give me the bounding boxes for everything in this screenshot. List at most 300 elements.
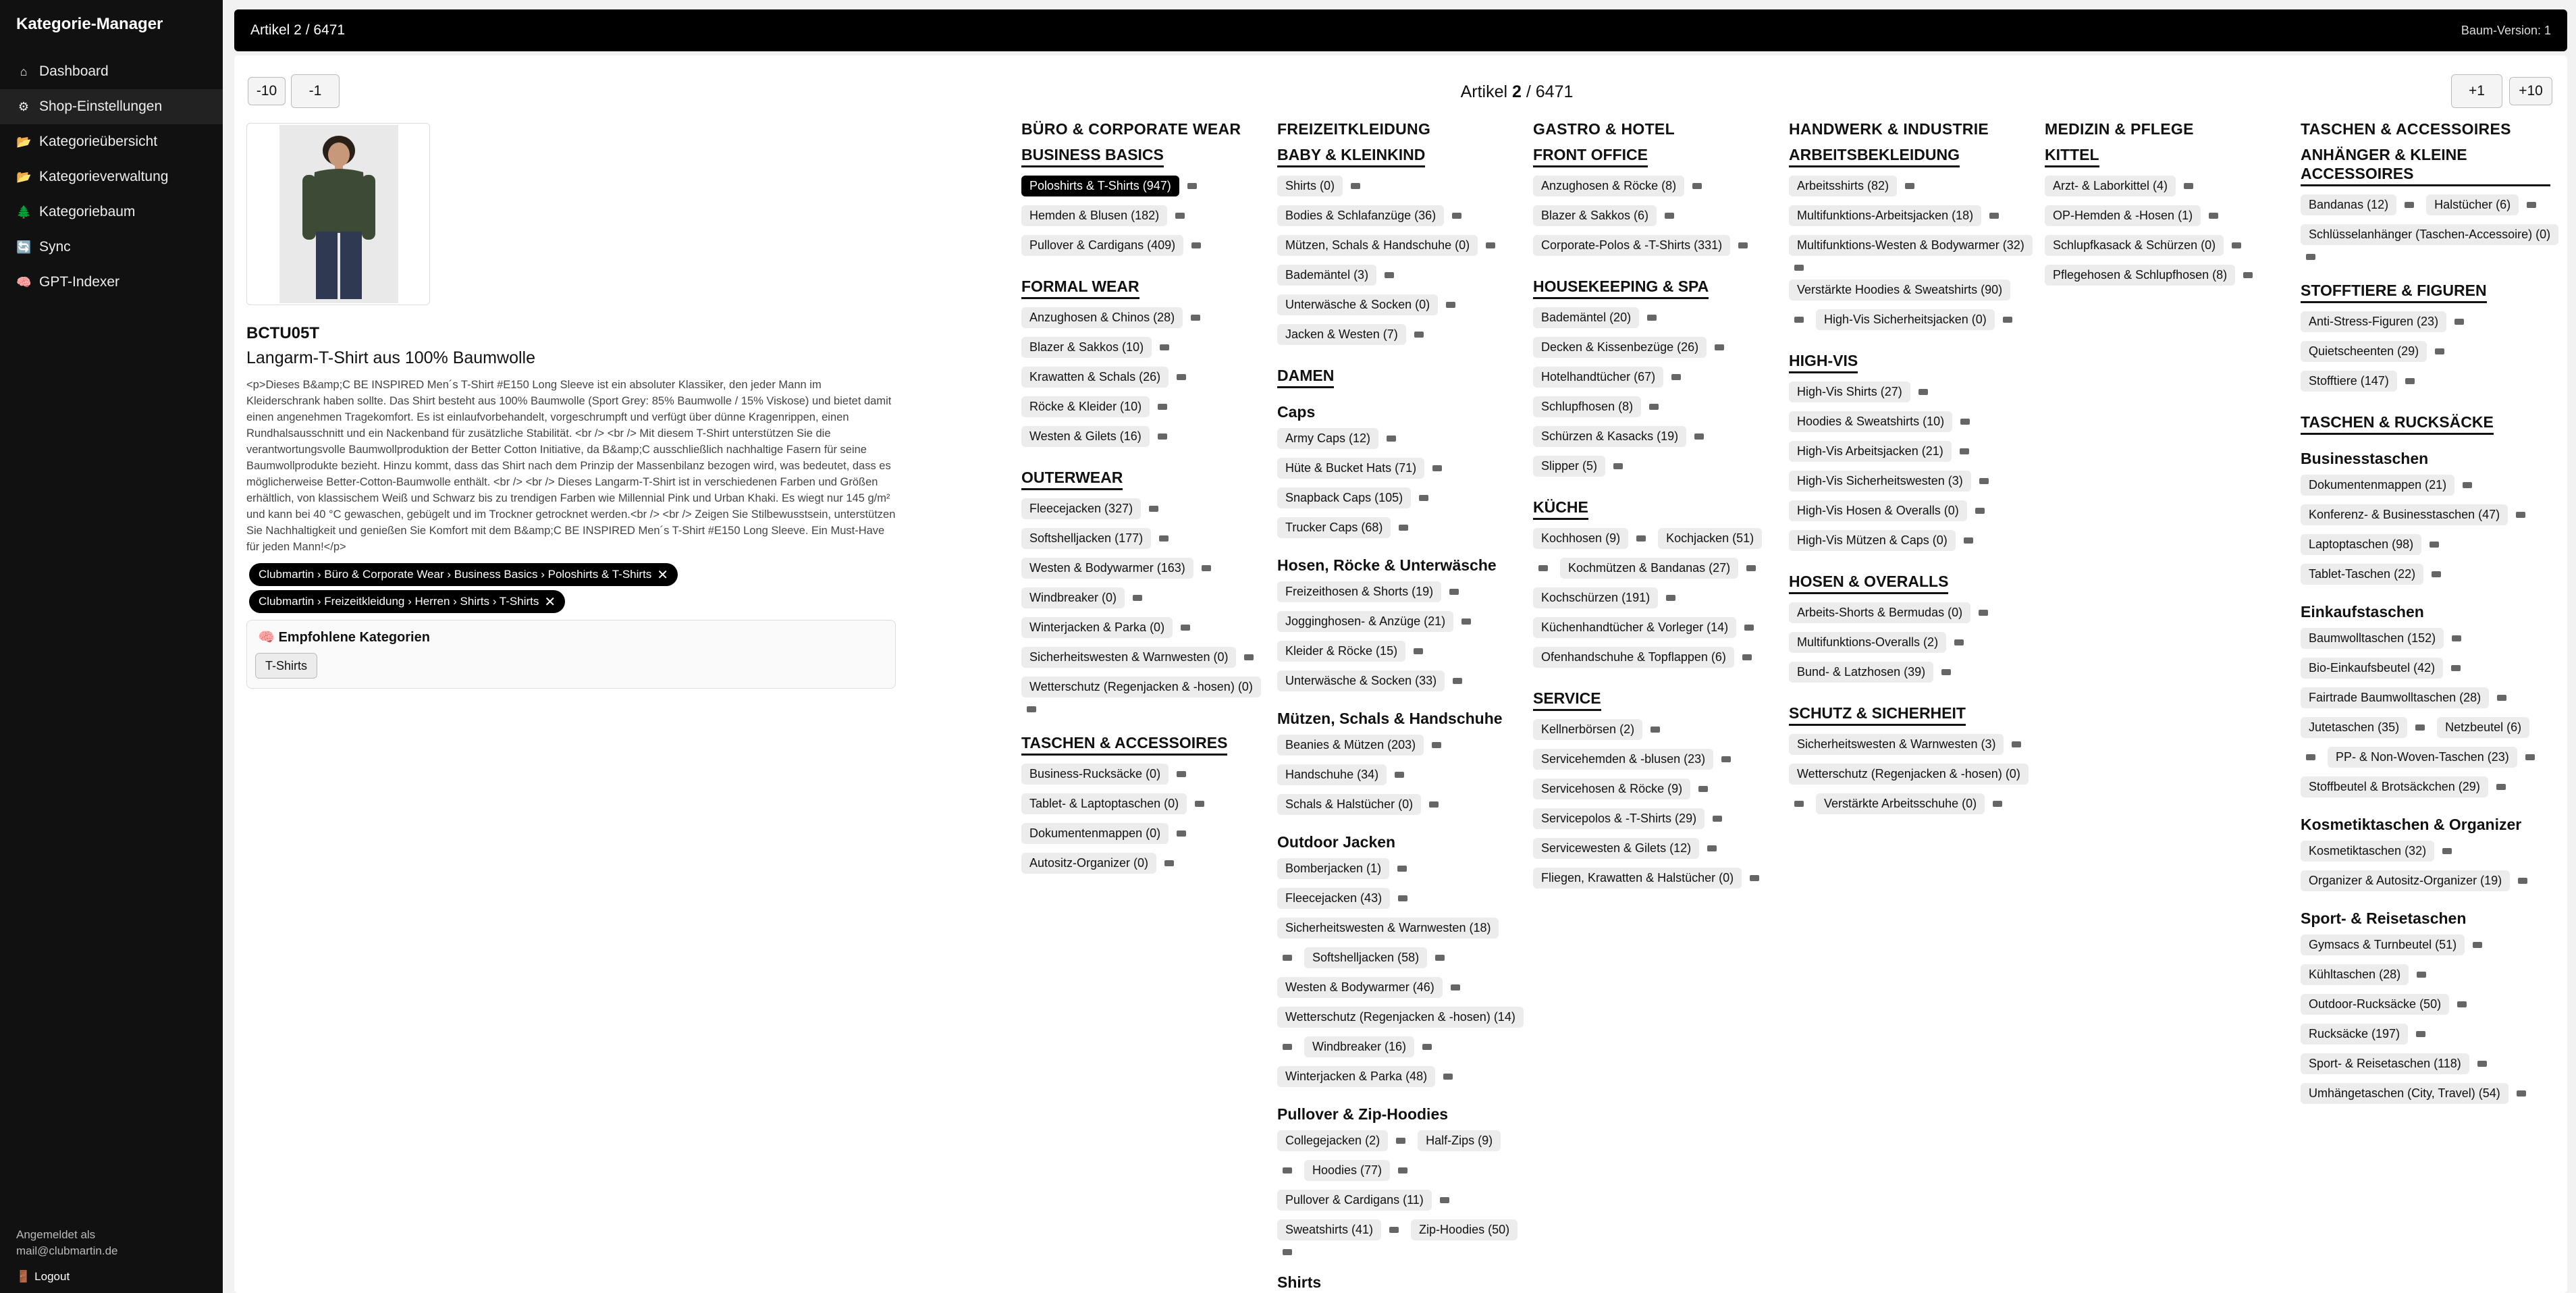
category-chip[interactable]: Freizeithosen & Shorts (19): [1277, 581, 1441, 602]
brain-icon: 🧠: [16, 275, 32, 289]
folder-icon[interactable]: [2405, 378, 2415, 384]
product-sku: BCTU05T: [246, 324, 320, 342]
sidebar-item-label: Kategoriebaum: [39, 204, 136, 219]
folder-icon[interactable]: [1964, 537, 1973, 544]
category-chip[interactable]: Tablet-Taschen (22): [2301, 564, 2423, 585]
category-chip[interactable]: Business-Rucksäcke (0): [1021, 764, 1169, 785]
category-chip[interactable]: Servicewesten & Gilets (12): [1533, 838, 1699, 859]
category-chip[interactable]: Bomberjacken (1): [1277, 858, 1389, 879]
category-chip[interactable]: Sicherheitswesten & Warnwesten (18): [1277, 918, 1499, 939]
category-chip[interactable]: Decken & Kissenbezüge (26): [1533, 337, 1707, 358]
category-chip[interactable]: Unterwäsche & Socken (33): [1277, 670, 1445, 691]
category-chip[interactable]: Arbeitsshirts (82): [1789, 176, 1897, 196]
folder-icon[interactable]: [2306, 254, 2315, 260]
category-chip[interactable]: Dokumentenmappen (21): [2301, 475, 2454, 496]
category-chip[interactable]: Trucker Caps (68): [1277, 517, 1391, 538]
folder-icon: 📂: [16, 169, 32, 184]
sidebar-item-label: Kategorieverwaltung: [39, 169, 169, 184]
folder-icon[interactable]: [1195, 801, 1204, 807]
sidebar-item-label: Shop-Einstellungen: [39, 99, 163, 114]
folder-icon[interactable]: [2184, 183, 2193, 189]
category-chip[interactable]: Hüte & Bucket Hats (71): [1277, 458, 1424, 479]
folder-icon[interactable]: [2451, 665, 2461, 671]
category-chip-list: [2301, 934, 2550, 1113]
category-chip[interactable]: Mützen, Schals & Handschuhe (0): [1277, 235, 1478, 256]
sidebar-nav: [0, 54, 223, 300]
category-chip-list: [1021, 498, 1271, 721]
folder-icon[interactable]: [1177, 374, 1186, 380]
category-chip[interactable]: Bodies & Schlafanzüge (36): [1277, 205, 1444, 226]
category-chip[interactable]: Verstärkte Arbeitsschuhe (0): [1816, 793, 1985, 814]
category-chip[interactable]: Baumwolltaschen (152): [2301, 628, 2444, 649]
folder-icon[interactable]: [1905, 183, 1914, 189]
sidebar-item[interactable]: [0, 54, 223, 89]
recommended-categories: [246, 620, 896, 689]
category-chip[interactable]: Sicherheitswesten & Warnwesten (3): [1789, 734, 2004, 755]
folder-icon[interactable]: [1191, 242, 1201, 248]
folder-icon[interactable]: [1177, 771, 1186, 777]
folder-icon[interactable]: [2496, 784, 2506, 790]
folder-icon[interactable]: [2435, 348, 2444, 354]
category-chip[interactable]: Collegejacken (2): [1277, 1130, 1388, 1151]
category-chip[interactable]: Multifunktions-Arbeitsjacken (18): [1789, 205, 1981, 226]
category-column: [1021, 120, 1271, 892]
sidebar-item-label: GPT-Indexer: [39, 274, 120, 290]
folder-icon[interactable]: [1713, 816, 1722, 822]
folder-icon[interactable]: [1449, 589, 1459, 595]
sidebar-item[interactable]: [0, 194, 223, 230]
category-chip[interactable]: Fleecejacken (43): [1277, 888, 1390, 909]
folder-icon[interactable]: [2306, 754, 2315, 760]
category-chip[interactable]: High-Vis Hosen & Overalls (0): [1789, 500, 1967, 521]
category-chip[interactable]: Beanies & Mützen (203): [1277, 735, 1424, 756]
category-chip[interactable]: Army Caps (12): [1277, 428, 1378, 449]
folder-icon[interactable]: [1159, 535, 1169, 542]
door-icon: 🚪: [16, 1270, 31, 1283]
category-chip[interactable]: Multifunktions-Westen & Bodywarmer (32): [1789, 235, 2033, 256]
folder-icon[interactable]: [2417, 972, 2426, 978]
folder-icon[interactable]: [1993, 801, 2002, 807]
folder-icon[interactable]: [2517, 1090, 2526, 1097]
category-chip[interactable]: Wetterschutz (Regenjacken & -hosen) (0): [1789, 764, 2029, 785]
folder-icon[interactable]: [1419, 495, 1428, 501]
folder-icon[interactable]: [1451, 984, 1460, 991]
folder-icon[interactable]: [1187, 183, 1197, 189]
category-chip[interactable]: Softshelljacken (177): [1021, 528, 1151, 549]
category-chip[interactable]: Schürzen & Kasacks (19): [1533, 426, 1686, 447]
folder-icon: 📂: [16, 134, 32, 149]
category-group-title: ANHÄNGER & KLEINE ACCESSOIRES: [2301, 145, 2550, 186]
category-chip-list: [1277, 428, 1527, 547]
article-counter: Artikel 2 / 6471: [250, 22, 346, 38]
category-chip[interactable]: High-Vis Sicherheitswesten (3): [1789, 471, 1971, 492]
folder-icon[interactable]: [1750, 875, 1759, 881]
sidebar-item[interactable]: [0, 89, 223, 124]
folder-icon[interactable]: [2477, 1061, 2487, 1067]
folder-icon[interactable]: [1649, 404, 1659, 410]
folder-icon[interactable]: [1160, 344, 1169, 350]
folder-icon[interactable]: [2473, 942, 2482, 948]
prev-1-button[interactable]: -1: [291, 74, 340, 108]
category-chip[interactable]: Autositz-Organizer (0): [1021, 853, 1156, 874]
category-chip[interactable]: Servicehosen & Röcke (9): [1533, 779, 1690, 799]
category-chip[interactable]: Halstücher (6): [2426, 194, 2519, 215]
category-chip[interactable]: Sport- & Reisetaschen (118): [2301, 1053, 2469, 1074]
category-column: [2301, 120, 2550, 1122]
category-chip[interactable]: Multifunktions-Overalls (2): [1789, 632, 1946, 653]
category-chip[interactable]: Windbreaker (16): [1304, 1036, 1414, 1057]
category-chip[interactable]: Bandanas (12): [2301, 194, 2396, 215]
folder-icon[interactable]: [1398, 1167, 1407, 1173]
folder-icon[interactable]: [1671, 374, 1681, 380]
category-chip[interactable]: Arbeits-Shorts & Bermudas (0): [1789, 602, 1970, 623]
category-chip[interactable]: High-Vis Sicherheitsjacken (0): [1816, 309, 1995, 330]
folder-icon[interactable]: [1941, 669, 1951, 675]
logout-link[interactable]: [16, 1269, 117, 1285]
sidebar-item[interactable]: [0, 159, 223, 194]
category-chip[interactable]: Rucksäcke (197): [2301, 1024, 2408, 1045]
folder-icon[interactable]: [1453, 678, 1462, 684]
folder-icon[interactable]: [1175, 213, 1185, 219]
tree-version: Baum-Version: 1: [2461, 23, 2551, 37]
brain-icon: 🧠: [258, 630, 275, 645]
folder-icon[interactable]: [1396, 1138, 1405, 1144]
category-chip[interactable]: Netzbeutel (6): [2437, 717, 2529, 738]
folder-icon[interactable]: [1191, 315, 1200, 321]
next-10-button[interactable]: +10: [2509, 77, 2552, 105]
category-chip[interactable]: Bademäntel (3): [1277, 265, 1376, 286]
pager-label: Artikel: [1460, 82, 1508, 101]
folder-icon[interactable]: [1918, 389, 1928, 395]
category-chip-list: [1277, 176, 1527, 354]
folder-icon[interactable]: [1960, 448, 1969, 454]
folder-icon[interactable]: [2405, 202, 2414, 208]
folder-icon[interactable]: [1721, 756, 1731, 762]
category-chip[interactable]: Pullover & Cardigans (11): [1277, 1190, 1432, 1211]
category-chip-list: [2301, 628, 2550, 806]
category-chip[interactable]: Umhängetaschen (City, Travel) (54): [2301, 1083, 2508, 1104]
category-chip[interactable]: Küchenhandtücher & Vorleger (14): [1533, 617, 1736, 638]
category-chip[interactable]: Organizer & Autositz-Organizer (19): [2301, 870, 2510, 891]
category-chip[interactable]: Softshelljacken (58): [1304, 947, 1427, 968]
folder-icon[interactable]: [2416, 1031, 2425, 1037]
folder-icon[interactable]: [1283, 1167, 1292, 1173]
folder-icon[interactable]: [1027, 706, 1036, 712]
folder-icon[interactable]: [1744, 625, 1754, 631]
folder-icon[interactable]: [2527, 202, 2536, 208]
category-chip[interactable]: Unterwäsche & Socken (0): [1277, 294, 1438, 315]
category-group-title: FRONT OFFICE: [1533, 145, 1648, 167]
remove-icon[interactable]: ✕: [657, 567, 669, 583]
folder-icon[interactable]: [1429, 801, 1439, 808]
folder-icon[interactable]: [1283, 1249, 1292, 1255]
category-chip[interactable]: Westen & Gilets (16): [1021, 426, 1150, 447]
category-group-title: Caps: [1277, 403, 1316, 421]
category-group-title: HIGH-VIS: [1789, 351, 1858, 373]
category-chip-list: [2301, 194, 2550, 269]
category-chip[interactable]: Schlupfkasack & Schürzen (0): [2045, 235, 2224, 256]
category-chip[interactable]: Blazer & Sakkos (6): [1533, 205, 1657, 226]
folder-icon[interactable]: [2003, 317, 2012, 323]
category-chip[interactable]: Jogginghosen- & Anzüge (21): [1277, 611, 1453, 632]
category-chip[interactable]: Ofenhandschuhe & Topflappen (6): [1533, 647, 1734, 668]
folder-icon[interactable]: [1960, 419, 1970, 425]
category-chip[interactable]: Servicehemden & -blusen (23): [1533, 749, 1713, 770]
category-chip-list: [1277, 735, 1527, 824]
category-chip[interactable]: Schals & Halstücher (0): [1277, 794, 1421, 815]
category-chip[interactable]: Blazer & Sakkos (10): [1021, 337, 1152, 358]
folder-icon[interactable]: [1133, 595, 1142, 601]
category-chip[interactable]: Quietscheenten (29): [2301, 341, 2427, 362]
category-chip[interactable]: Pullover & Cardigans (409): [1021, 235, 1183, 256]
folder-icon[interactable]: [1715, 344, 1724, 350]
category-chip[interactable]: Bademäntel (20): [1533, 307, 1639, 328]
category-group-title: OUTERWEAR: [1021, 468, 1123, 490]
category-chip[interactable]: Bio-Einkaufsbeutel (42): [2301, 658, 2443, 679]
category-chip[interactable]: Anzughosen & Röcke (8): [1533, 176, 1684, 196]
folder-icon[interactable]: [2452, 635, 2461, 641]
folder-icon[interactable]: [2497, 695, 2506, 701]
folder-icon[interactable]: [1452, 213, 1461, 219]
category-chip[interactable]: Gymsacs & Turnbeutel (51): [2301, 934, 2465, 955]
folder-icon[interactable]: [1435, 955, 1445, 961]
category-chip-list: [1533, 719, 1783, 897]
category-chip[interactable]: Arzt- & Laborkittel (4): [2045, 176, 2176, 196]
category-chip-list: [2045, 176, 2295, 294]
category-chip[interactable]: Winterjacken & Parka (48): [1277, 1066, 1435, 1087]
prev-10-button[interactable]: -10: [248, 77, 286, 105]
folder-icon[interactable]: [2516, 512, 2525, 518]
category-chip[interactable]: PP- & Non-Woven-Taschen (23): [2328, 747, 2517, 768]
folder-icon[interactable]: [1794, 317, 1804, 323]
category-chip[interactable]: Zip-Hoodies (50): [1411, 1219, 1518, 1240]
category-chip-list: [2301, 475, 2550, 593]
folder-icon[interactable]: [1443, 1074, 1453, 1080]
category-chip[interactable]: Winterjacken & Parka (0): [1021, 617, 1173, 638]
folder-icon[interactable]: [1202, 565, 1211, 571]
folder-icon[interactable]: [1707, 845, 1717, 851]
category-group-title: Einkaufstaschen: [2301, 603, 2424, 621]
category-chip[interactable]: Shirts (0): [1277, 176, 1343, 196]
category-chip[interactable]: Kellnerbörsen (2): [1533, 719, 1642, 740]
folder-icon[interactable]: [2243, 272, 2253, 278]
category-chip[interactable]: Röcke & Kleider (10): [1021, 396, 1150, 417]
folder-icon[interactable]: [1399, 525, 1408, 531]
category-chip[interactable]: Kochhosen (9): [1533, 528, 1628, 549]
folder-icon[interactable]: [1389, 1227, 1399, 1233]
folder-icon[interactable]: [1283, 1044, 1292, 1050]
assigned-category-tag[interactable]: [249, 563, 678, 586]
folder-icon[interactable]: [1746, 565, 1756, 571]
folder-icon[interactable]: [1979, 610, 1988, 616]
folder-icon[interactable]: [1181, 625, 1190, 631]
recommended-chip[interactable]: T-Shirts: [255, 653, 317, 679]
category-chip-list: [1533, 307, 1783, 485]
category-chip[interactable]: Slipper (5): [1533, 456, 1605, 477]
folder-icon[interactable]: [2463, 482, 2472, 488]
pager-counter: [1341, 82, 1692, 102]
top-category-title: BÜRO & CORPORATE WEAR: [1021, 120, 1241, 138]
category-chip[interactable]: Schlupfhosen (8): [1533, 396, 1641, 417]
folder-icon[interactable]: [1244, 654, 1254, 660]
category-chip[interactable]: Dokumentenmappen (0): [1021, 823, 1169, 844]
folder-icon[interactable]: [1989, 213, 1999, 219]
folder-icon[interactable]: [1486, 242, 1495, 248]
category-chip[interactable]: Fleecejacken (327): [1021, 498, 1141, 519]
category-chip[interactable]: Pflegehosen & Schlupfhosen (8): [2045, 265, 2235, 286]
folder-icon[interactable]: [1698, 786, 1708, 792]
folder-icon[interactable]: [1398, 895, 1407, 901]
folder-icon[interactable]: [2525, 754, 2535, 760]
category-chip[interactable]: Outdoor-Rucksäcke (50): [2301, 994, 2449, 1015]
folder-icon[interactable]: [2457, 1001, 2467, 1007]
category-chip-list: [1021, 176, 1271, 265]
category-chip[interactable]: Hotelhandtücher (67): [1533, 367, 1663, 388]
category-chip-list: [2301, 841, 2550, 900]
category-chip-list: [1789, 734, 2039, 823]
remove-icon[interactable]: ✕: [544, 594, 556, 610]
category-chip[interactable]: Kochschürzen (191): [1533, 587, 1658, 608]
folder-icon[interactable]: [1158, 404, 1167, 410]
category-chip[interactable]: Kühltaschen (28): [2301, 964, 2409, 985]
category-chip[interactable]: High-Vis Shirts (27): [1789, 381, 1910, 402]
folder-icon[interactable]: [1979, 478, 1989, 484]
folder-icon[interactable]: [1665, 213, 1674, 219]
category-chip[interactable]: Kosmetiktaschen (32): [2301, 841, 2434, 862]
category-chip[interactable]: Half-Zips (9): [1418, 1130, 1501, 1151]
category-chip[interactable]: Bund- & Latzhosen (39): [1789, 662, 1933, 683]
folder-icon[interactable]: [1794, 801, 1804, 807]
folder-icon[interactable]: [1975, 508, 1985, 514]
category-group-title: Kosmetiktaschen & Organizer: [2301, 816, 2522, 833]
sidebar-item[interactable]: [0, 265, 223, 300]
category-chip[interactable]: Anzughosen & Chinos (28): [1021, 307, 1183, 328]
category-group-title: Businesstaschen: [2301, 450, 2429, 467]
folder-icon[interactable]: [1422, 1044, 1432, 1050]
category-chip[interactable]: Servicepolos & -T-Shirts (29): [1533, 808, 1705, 829]
category-chip[interactable]: Laptoptaschen (98): [2301, 534, 2421, 555]
folder-icon[interactable]: [1613, 463, 1623, 469]
category-chip[interactable]: OP-Hemden & -Hosen (1): [2045, 205, 2201, 226]
folder-icon[interactable]: [1385, 272, 1394, 278]
category-chip[interactable]: Westen & Bodywarmer (163): [1021, 558, 1193, 579]
assigned-category-tag[interactable]: [249, 590, 565, 613]
category-chip[interactable]: Kochmützen & Bandanas (27): [1560, 558, 1738, 579]
next-1-button[interactable]: +1: [2451, 74, 2502, 108]
category-chip[interactable]: Poloshirts & T-Shirts (947): [1021, 176, 1179, 196]
category-chip[interactable]: Hoodies (77): [1304, 1160, 1390, 1181]
folder-icon[interactable]: [2442, 848, 2452, 854]
sidebar-item-label: Dashboard: [39, 63, 109, 79]
folder-icon[interactable]: [1283, 955, 1292, 961]
category-chip[interactable]: Hemden & Blusen (182): [1021, 205, 1167, 226]
category-chip[interactable]: Kleider & Röcke (15): [1277, 641, 1405, 662]
folder-icon[interactable]: [1742, 654, 1752, 660]
folder-icon[interactable]: [1651, 727, 1660, 733]
folder-icon[interactable]: [2454, 319, 2464, 325]
category-chip[interactable]: Krawatten & Schals (26): [1021, 367, 1169, 388]
folder-icon[interactable]: [2232, 242, 2241, 248]
folder-icon[interactable]: [1954, 639, 1964, 645]
category-group-title: SERVICE: [1533, 689, 1601, 711]
category-chip[interactable]: Fliegen, Krawatten & Halstücher (0): [1533, 868, 1742, 889]
category-chip[interactable]: Westen & Bodywarmer (46): [1277, 977, 1443, 998]
category-chip[interactable]: Snapback Caps (105): [1277, 487, 1411, 508]
category-chip[interactable]: Fairtrade Baumwolltaschen (28): [2301, 687, 2489, 708]
category-chip[interactable]: Wetterschutz (Regenjacken & -hosen) (0): [1021, 677, 1261, 697]
folder-icon[interactable]: [1440, 1197, 1449, 1203]
sidebar-item[interactable]: [0, 124, 223, 159]
folder-icon[interactable]: [1177, 830, 1186, 837]
folder-icon[interactable]: [1461, 618, 1471, 625]
category-chip[interactable]: Hoodies & Sweatshirts (10): [1789, 411, 1952, 432]
category-chip[interactable]: Jutetaschen (35): [2301, 717, 2407, 738]
category-chip[interactable]: Wetterschutz (Regenjacken & -hosen) (14): [1277, 1007, 1524, 1028]
folder-icon[interactable]: [1794, 265, 1804, 271]
folder-icon[interactable]: [1149, 506, 1158, 512]
folder-icon[interactable]: [2012, 741, 2021, 747]
category-group-title: SCHUTZ & SICHERHEIT: [1789, 704, 1966, 726]
folder-icon[interactable]: [1397, 866, 1407, 872]
folder-icon[interactable]: [1414, 648, 1423, 654]
category-chip[interactable]: Handschuhe (34): [1277, 764, 1387, 785]
category-group-title: Pullover & Zip-Hoodies: [1277, 1105, 1449, 1123]
folder-icon[interactable]: [1432, 465, 1442, 471]
folder-icon[interactable]: [1694, 433, 1704, 440]
folder-icon[interactable]: [1636, 535, 1646, 542]
sidebar-item[interactable]: [0, 230, 223, 265]
folder-icon[interactable]: [1387, 436, 1396, 442]
category-chip[interactable]: Stofftiere (147): [2301, 371, 2397, 392]
folder-icon[interactable]: [1158, 433, 1167, 440]
category-chip[interactable]: Windbreaker (0): [1021, 587, 1125, 608]
folder-icon[interactable]: [1666, 595, 1675, 601]
folder-icon[interactable]: [2432, 571, 2441, 577]
category-chip[interactable]: Stoffbeutel & Brotsäckchen (29): [2301, 776, 2488, 797]
folder-icon[interactable]: [2430, 542, 2439, 548]
folder-icon[interactable]: [1432, 742, 1441, 748]
top-category-title: HANDWERK & INDUSTRIE: [1789, 120, 1989, 138]
folder-icon[interactable]: [1351, 183, 1360, 189]
category-chip[interactable]: Sweatshirts (41): [1277, 1219, 1381, 1240]
image-background: [279, 125, 398, 303]
category-chip[interactable]: Schlüsselanhänger (Taschen-Accessoire) (0): [2301, 224, 2558, 245]
folder-icon[interactable]: [2415, 724, 2425, 731]
folder-icon[interactable]: [1538, 565, 1548, 571]
category-chip[interactable]: Konferenz- & Businesstaschen (47): [2301, 504, 2508, 525]
category-chip[interactable]: Anti-Stress-Figuren (23): [2301, 311, 2446, 332]
folder-icon[interactable]: [1446, 302, 1455, 308]
category-chip[interactable]: Kochjacken (51): [1658, 528, 1762, 549]
category-chip[interactable]: High-Vis Mützen & Caps (0): [1789, 530, 1956, 551]
category-chip[interactable]: Jacken & Westen (7): [1277, 324, 1406, 345]
folder-icon[interactable]: [1692, 183, 1702, 189]
folder-icon[interactable]: [2518, 878, 2527, 884]
category-chip[interactable]: Tablet- & Laptoptaschen (0): [1021, 793, 1187, 814]
folder-icon[interactable]: [1738, 242, 1748, 248]
category-group-title: Sport- & Reisetaschen: [2301, 909, 2467, 927]
category-chip[interactable]: Sicherheitswesten & Warnwesten (0): [1021, 647, 1236, 668]
folder-icon[interactable]: [1164, 860, 1174, 866]
folder-icon[interactable]: [1414, 332, 1424, 338]
category-chip-list: [1277, 581, 1527, 700]
category-chip[interactable]: High-Vis Arbeitsjacken (21): [1789, 441, 1952, 462]
category-chip[interactable]: Corporate-Polos & -T-Shirts (331): [1533, 235, 1730, 256]
folder-icon[interactable]: [1647, 315, 1657, 321]
folder-icon[interactable]: [1395, 772, 1404, 778]
folder-icon[interactable]: [2209, 213, 2218, 219]
category-chip[interactable]: Verstärkte Hoodies & Sweatshirts (90): [1789, 280, 2010, 300]
